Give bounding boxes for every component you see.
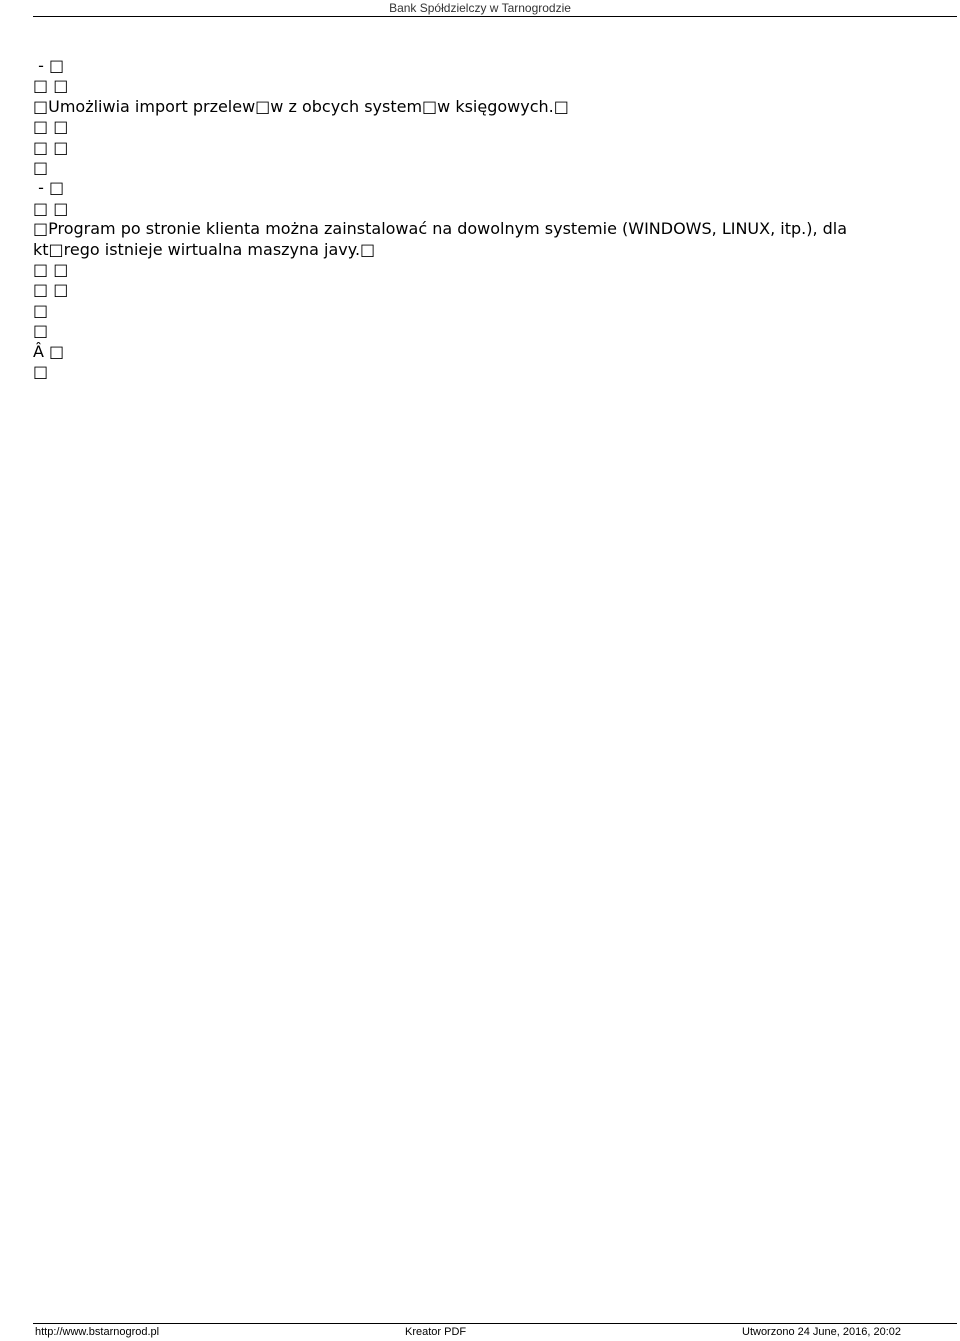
text-line: - □ <box>33 56 65 75</box>
text-line: □ <box>33 158 49 178</box>
document-body <box>33 56 913 383</box>
footer-generator: Kreator PDF <box>405 1326 467 1338</box>
text-line: □ □ <box>33 117 69 137</box>
header-divider <box>33 16 957 17</box>
footer-created-date: Utworzono 24 June, 2016, 20:02 <box>742 1326 902 1338</box>
page-footer <box>0 1323 960 1341</box>
text-line: □ <box>33 300 49 320</box>
footer-url: http://www.bstarnogrod.pl <box>35 1326 160 1338</box>
paragraph-installation-info: □Program po stronie klienta można zainstalować na dowolnym systemie (WINDOWS, LINUX, itp.), dla kt□rego istnieje wirtualna maszyna javy.□ <box>33 219 853 259</box>
text-line: □ □ <box>33 76 69 96</box>
text-line: Â □ <box>33 341 65 361</box>
text-line: □ □ <box>33 280 69 300</box>
page-header <box>0 0 960 18</box>
text-line: □ □ <box>33 137 69 157</box>
text-line: □ <box>33 321 49 341</box>
footer-divider <box>33 1323 957 1324</box>
text-line: □ □ <box>33 198 69 218</box>
header-title: Bank Spółdzielczy w Tarnogrodzie <box>389 1 571 15</box>
text-line: - □ <box>33 178 65 198</box>
text-line: □ <box>33 362 49 382</box>
paragraph-import-info: □Umożliwia import przelew□w z obcych system□w księgowych.□ <box>33 96 569 116</box>
text-line: □ □ <box>33 260 69 280</box>
